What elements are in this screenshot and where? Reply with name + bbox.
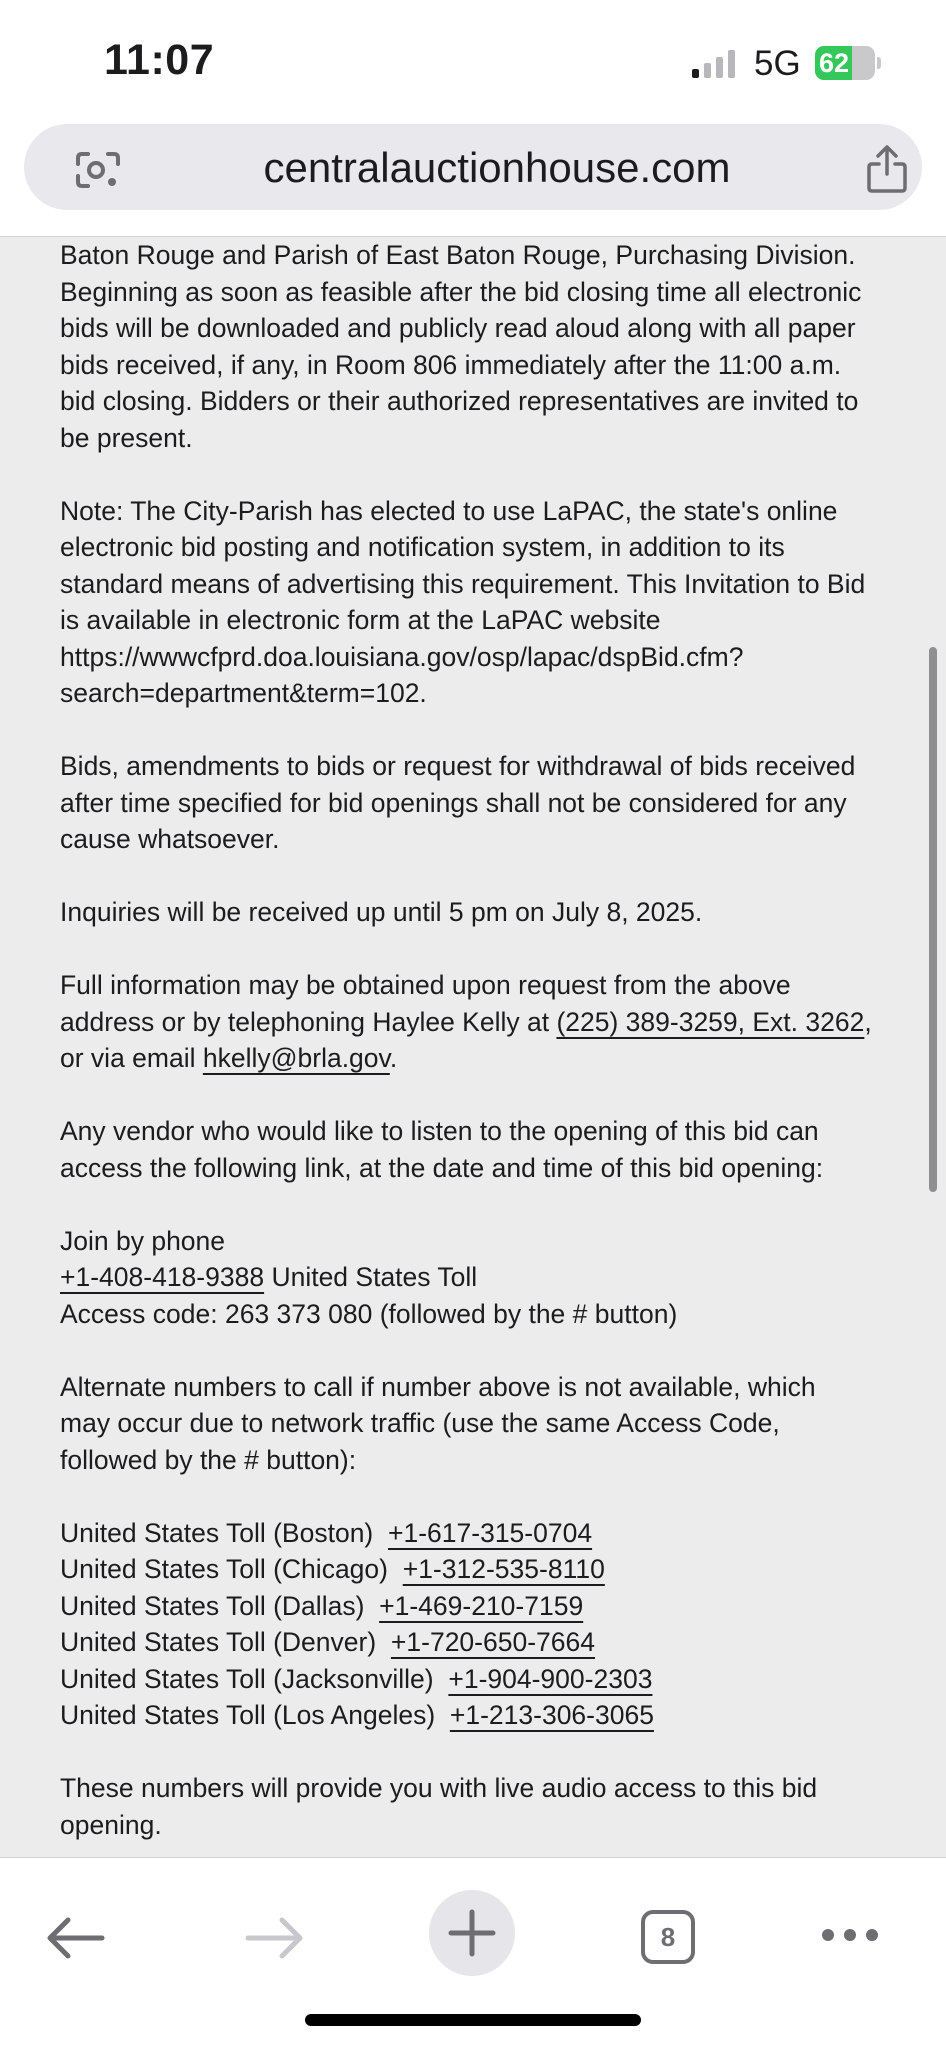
plus-icon bbox=[429, 1890, 515, 1976]
more-icon[interactable] bbox=[820, 1920, 880, 1950]
status-bar bbox=[0, 0, 946, 120]
share-icon[interactable] bbox=[864, 144, 910, 194]
toll-city-label: United States Toll (Jacksonville) bbox=[60, 1663, 434, 1694]
text-line: Baton Rouge and Parish of East Baton Rouge, Purchasing Division. bbox=[60, 240, 856, 270]
address-bar-area bbox=[0, 120, 946, 237]
text-line: bids received, if any, in Room 806 immediately after the 11:00 a.m. bbox=[60, 349, 842, 380]
signal-icon bbox=[690, 49, 738, 79]
contact-text: address or by telephoning Haylee Kelly at bbox=[60, 1006, 557, 1037]
toll-number-row bbox=[60, 1551, 890, 1588]
paragraph-alternate bbox=[60, 1369, 890, 1479]
text-line bbox=[60, 1004, 890, 1041]
text-line: be present. bbox=[60, 422, 193, 453]
status-time: 11:07 bbox=[104, 36, 215, 84]
battery-charging-icon bbox=[815, 46, 881, 80]
text-line bbox=[60, 1040, 890, 1077]
join-phone-link[interactable]: +1-408-418-9388 bbox=[60, 1262, 265, 1292]
scrollbar[interactable] bbox=[929, 647, 937, 1192]
toll-number-row bbox=[60, 1515, 890, 1552]
toll-number-list bbox=[60, 1515, 890, 1734]
text-line: opening. bbox=[60, 1809, 162, 1840]
join-label: Join by phone bbox=[60, 1225, 226, 1256]
back-arrow-icon[interactable] bbox=[44, 1910, 108, 1966]
text-line: Full information may be obtained upon request from the above bbox=[60, 970, 791, 1000]
text-line: Bids, amendments to bids or request for withdrawal of bids received bbox=[60, 751, 856, 781]
text-line: is available in electronic form at the LaPAC website bbox=[60, 605, 661, 635]
access-code: Access code: 263 373 080 (followed by the # button) bbox=[60, 1298, 678, 1329]
toll-number-row bbox=[60, 1661, 890, 1698]
text-line: Beginning as soon as feasible after the bid closing time all electronic bbox=[60, 276, 862, 307]
toll-number-row bbox=[60, 1588, 890, 1625]
toll-label: United States Toll bbox=[264, 1262, 478, 1292]
toll-city-label: United States Toll (Denver) bbox=[60, 1627, 377, 1657]
text-line: may occur due to network traffic (use the same Access Code, bbox=[60, 1408, 780, 1438]
paragraph-late-bids bbox=[60, 748, 890, 858]
text-line: after time specified for bid openings shall not be considered for any bbox=[60, 787, 847, 818]
paragraph-inquiries bbox=[60, 894, 890, 931]
text-line: bids will be downloaded and publicly read aloud along with all paper bbox=[60, 313, 856, 343]
text-line: https://wwwcfprd.doa.louisiana.gov/osp/lapac/dspBid.cfm? bbox=[60, 641, 744, 672]
paragraph-join-by-phone bbox=[60, 1223, 890, 1333]
text-line: bid closing. Bidders or their authorized representatives are invited to bbox=[60, 386, 859, 416]
toll-city-label: United States Toll (Chicago) bbox=[60, 1554, 388, 1584]
paragraph-contact bbox=[60, 967, 890, 1077]
toll-number-link[interactable]: +1-469-210-7159 bbox=[379, 1590, 584, 1621]
text-line: Note: The City-Parish has elected to use LaPAC, the state's online bbox=[60, 495, 838, 526]
toll-city-label: United States Toll (Los Angeles) bbox=[60, 1700, 436, 1730]
punctuation: , bbox=[864, 1006, 872, 1037]
battery-percent: 62 bbox=[819, 48, 850, 78]
text-line: standard means of advertising this requirement. This Invitation to Bid bbox=[60, 568, 866, 599]
toll-number-link[interactable]: +1-720-650-7664 bbox=[390, 1627, 595, 1657]
toll-number-link[interactable]: +1-617-315-0704 bbox=[388, 1517, 593, 1548]
text-line bbox=[60, 1259, 890, 1296]
paragraph-listen bbox=[60, 1113, 890, 1186]
toll-number-link[interactable]: +1-213-306-3065 bbox=[449, 1700, 654, 1730]
text-line: electronic bid posting and notification system, in addition to its bbox=[60, 532, 785, 562]
text-line: Alternate numbers to call if number above is not available, which bbox=[60, 1371, 816, 1402]
text-line: access the following link, at the date and time of this bid opening: bbox=[60, 1152, 824, 1183]
paragraph-live-audio bbox=[60, 1770, 890, 1843]
text-line: Any vendor who would like to listen to the opening of this bid can bbox=[60, 1116, 819, 1146]
contact-phone-link[interactable]: (225) 389-3259, Ext. 3262 bbox=[556, 1006, 865, 1037]
contact-email-link[interactable]: hkelly@brla.gov bbox=[202, 1043, 390, 1073]
home-indicator[interactable] bbox=[305, 2014, 641, 2026]
toll-number-link[interactable]: +1-312-535-8110 bbox=[402, 1554, 605, 1584]
tabs-icon[interactable]: 8 bbox=[641, 1910, 695, 1964]
toll-city-label: United States Toll (Dallas) bbox=[60, 1590, 365, 1621]
bottom-toolbar bbox=[0, 1857, 946, 2049]
contact-text: or via email bbox=[60, 1043, 203, 1073]
punctuation: . bbox=[389, 1043, 398, 1073]
toll-number-row bbox=[60, 1624, 890, 1661]
url-text[interactable]: centralauctionhouse.com bbox=[263, 144, 731, 191]
text-line: search=department&term=102. bbox=[60, 678, 427, 708]
page-content bbox=[0, 237, 946, 1857]
paragraph-lapac-note bbox=[60, 493, 890, 712]
toll-number-link[interactable]: +1-904-900-2303 bbox=[448, 1663, 653, 1694]
text-line: Inquiries will be received up until 5 pm on July 8, 2025. bbox=[60, 897, 703, 927]
article-body bbox=[60, 237, 890, 1857]
network-type: 5G bbox=[754, 44, 801, 83]
toll-number-row bbox=[60, 1697, 890, 1734]
toll-city-label: United States Toll (Boston) bbox=[60, 1517, 374, 1548]
text-line: cause whatsoever. bbox=[60, 824, 280, 854]
forward-arrow-icon[interactable] bbox=[242, 1910, 306, 1966]
paragraph-bid-opening bbox=[60, 237, 890, 456]
text-line: These numbers will provide you with live audio access to this bid bbox=[60, 1773, 818, 1803]
new-tab-button[interactable] bbox=[429, 1890, 515, 1976]
address-bar[interactable] bbox=[24, 124, 922, 210]
text-line: followed by the # button): bbox=[60, 1444, 357, 1475]
lens-icon[interactable] bbox=[74, 150, 122, 190]
